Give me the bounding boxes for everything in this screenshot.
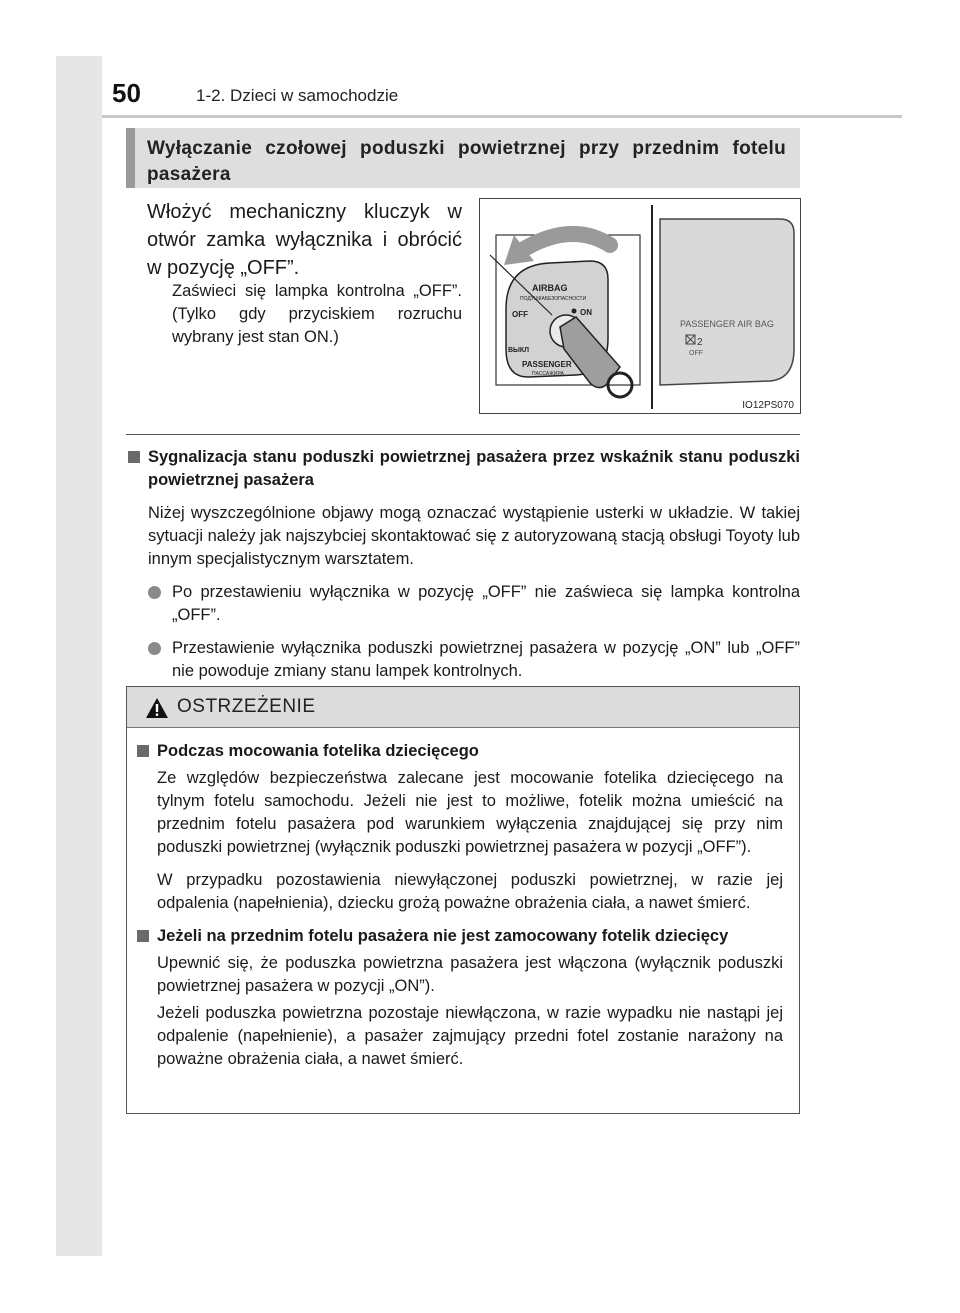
chapter-title: 1-2. Dzieci w samochodzie — [196, 86, 399, 105]
warning-body — [127, 728, 799, 1071]
warning-heading-1 — [135, 740, 783, 763]
warning-paragraph: W przypadku pozostawienia niewyłączonej poduszki powietrznej, w razie jej odpalenia (napełnienia), dziecku grożą poważne obrażenia ciała, a nawet śmierć. — [157, 871, 783, 912]
info-heading-row — [126, 446, 800, 492]
warning-paragraph: Upewnić się, że poduszka powietrzna pasażera jest włączona (wyłącznik poduszki powietrznej pasażera w pozycji „ON”). — [157, 954, 783, 995]
list-item — [148, 637, 800, 683]
section-heading-box — [126, 128, 800, 188]
airbag-switch-figure — [479, 198, 801, 414]
circle-bullet-icon — [148, 642, 161, 655]
warning-paragraph: Ze względów bezpieczeństwa zalecane jest mocowanie fotelika dziecięcego na tylnym fotelu samochodu. Jeżeli nie jest to możliwe, fotelik można umieścić na przednim fotelu pasażera pod warunkiem wyłączenia znajdującej się przy nim poduszki powietrznej (wyłącznik poduszki powietrznej pasażera w pozycji „OFF”). — [157, 769, 783, 856]
switch-passenger-label: PASSENGER — [522, 360, 572, 369]
square-bullet-icon — [137, 930, 149, 942]
list-item-text: Po przestawieniu wyłącznika w pozycję „OFF” nie zaświeca się lampka kontrolna „OFF”. — [172, 583, 800, 624]
indicator-number: 2 — [697, 337, 703, 348]
switch-airbag-ru-label: ПОДУШКАБЕЗОПАСНОСТИ — [520, 296, 587, 302]
warning-triangle-icon — [145, 697, 169, 719]
list-item — [148, 581, 800, 627]
switch-off-ru-label: ВЫКЛ — [508, 347, 530, 354]
warning-heading-2 — [135, 925, 783, 948]
indicator-label: PASSENGER AIR BAG — [680, 319, 774, 329]
step-note: Zaświeci się lampka kontrolna „OFF”. (Tylko gdy przyciskiem rozruchu wybrany jest stan ON.) — [172, 282, 462, 346]
warning-box — [126, 686, 800, 1114]
square-bullet-icon — [137, 745, 149, 757]
warning-heading-text: Jeżeli na przednim fotelu pasażera nie jest zamocowany fotelik dziecięcy — [157, 927, 729, 945]
page-number: 50 — [112, 78, 141, 108]
info-body: Niżej wyszczególnione objawy mogą oznaczać wystąpienie usterki w układzie. W takiej sytuacji należy jak najszybciej skontaktować się z autoryzowaną stacją obsługi Toyoty lub innym specjalistycznym warsztatem. — [148, 504, 800, 568]
switch-passenger-ru-label: ПАССАЖИРА — [532, 371, 564, 377]
warning-heading-text: Podczas mocowania fotelika dziecięcego — [157, 742, 479, 760]
switch-off-label: OFF — [512, 310, 528, 319]
page-sidebar-strip — [56, 56, 102, 1256]
warning-title: OSTRZEŻENIE — [177, 696, 316, 717]
indicator-off-label: OFF — [689, 350, 703, 357]
square-bullet-icon — [128, 451, 140, 463]
section-divider — [126, 434, 800, 435]
airbag-switch-illustration — [480, 199, 800, 413]
figure-code: IO12PS070 — [742, 400, 794, 411]
list-item-text: Przestawienie wyłącznika poduszki powietrznej pasażera w pozycję „ON” lub „OFF” nie powoduje zmiany stanu lampek kontrolnych. — [172, 639, 800, 680]
switch-airbag-label: AIRBAG — [532, 283, 568, 293]
header-rule — [102, 115, 902, 118]
circle-bullet-icon — [148, 586, 161, 599]
info-heading: Sygnalizacja stanu poduszki powietrznej pasażera przez wskaźnik stanu poduszki powietrznej pasażera — [148, 448, 800, 489]
warning-header — [127, 687, 799, 728]
switch-on-label: ON — [580, 308, 592, 317]
warning-paragraph: Jeżeli poduszka powietrzna pozostaje niewłączona, w razie wypadku nie nastąpi jej odpalenie (napełnienie), a pasażer zajmujący przedni fotel zostanie narażony na poważne obrażenia ciała, a nawet śmierć. — [157, 1004, 783, 1068]
symptom-list — [126, 581, 800, 683]
section-title: Wyłączanie czołowej poduszki powietrznej przy przednim fotelu pasażera — [147, 138, 786, 185]
indicator-info-section — [126, 446, 800, 693]
step-instruction: Włożyć mechaniczny kluczyk w otwór zamka wyłącznika i obrócić w pozycję „OFF”. — [147, 201, 462, 279]
